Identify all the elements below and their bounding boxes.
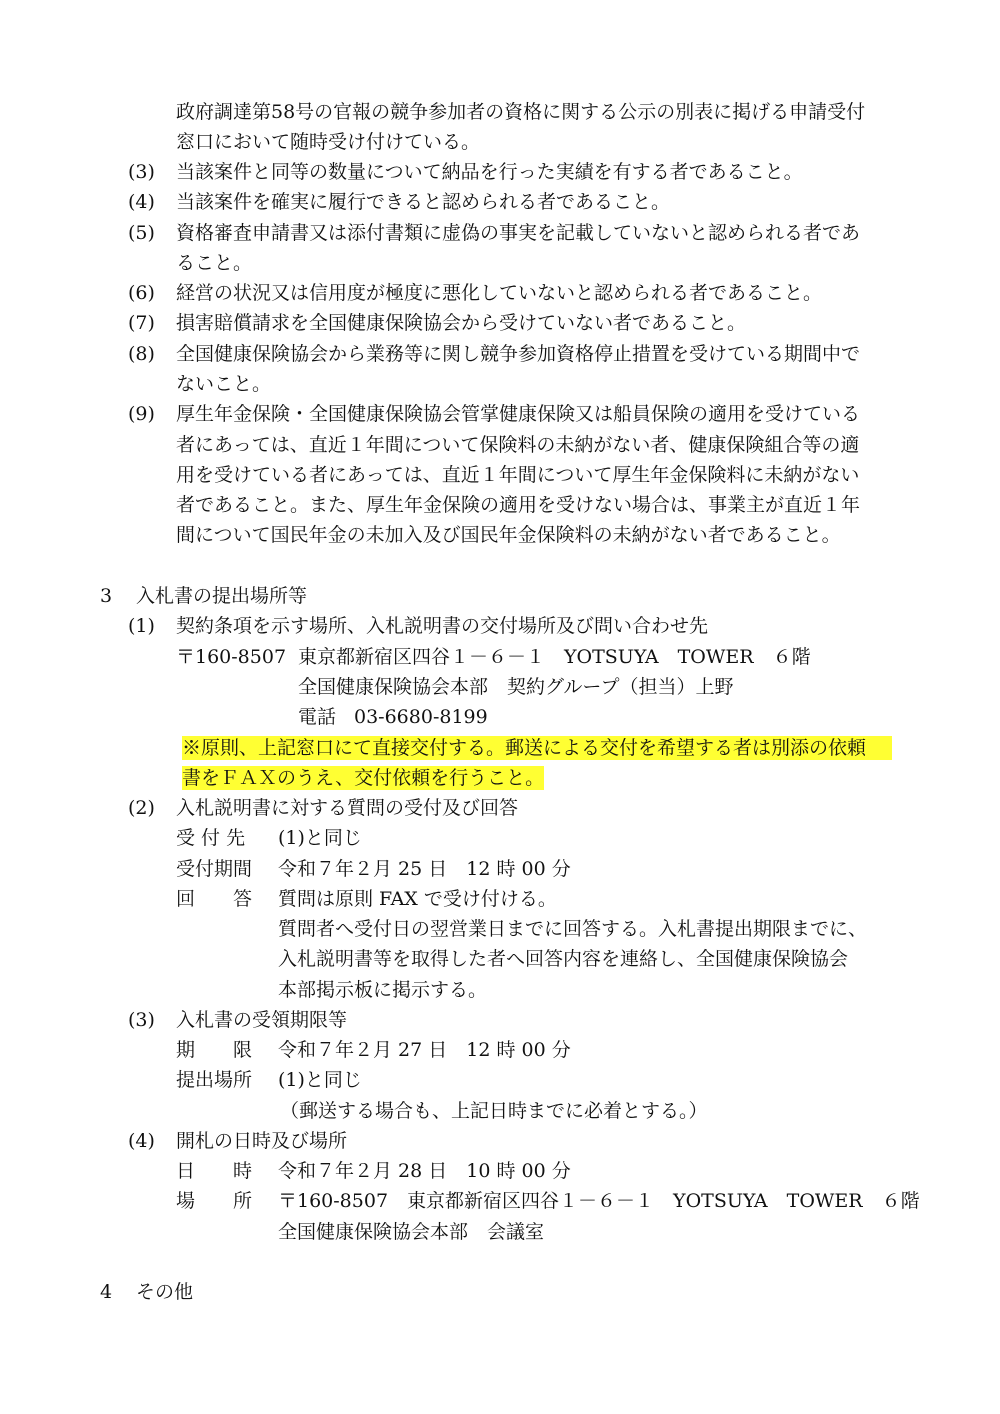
qualification-continuation-line: 政府調達第58号の官報の競争参加者の資格に関する公示の別表に掲げる申請受付 xyxy=(176,101,866,123)
section-title: 入札書の提出場所等 xyxy=(136,585,308,607)
section-number: 3 xyxy=(100,585,113,607)
qualification-continuation-line: 窓口において随時受け付けている。 xyxy=(176,131,481,153)
item-text: ること。 xyxy=(176,252,253,274)
item-number: (7) xyxy=(128,312,155,334)
item-text: 当該案件を確実に履行できると認められる者であること。 xyxy=(176,191,671,213)
item-text: 者にあっては、直近１年間について保険料の未納がない者、健康保険組合等の適 xyxy=(176,434,860,456)
highlighted-notice: ※原則、上記窓口にて直接交付する。郵送による交付を希望する者は別添の依頼 xyxy=(182,736,892,760)
section-number: 4 xyxy=(100,1281,113,1303)
item-text: 厚生年金保険・全国健康保険協会管掌健康保険又は船員保険の適用を受けている xyxy=(176,403,861,425)
item-text: 資格審査申請書又は添付書類に虚偽の事実を記載していないと認められる者であ xyxy=(176,222,861,244)
item-number: (6) xyxy=(128,282,155,304)
phone-label: 電話 xyxy=(298,706,337,728)
item-text: ないこと。 xyxy=(176,373,272,395)
field-label: 提出場所 xyxy=(176,1069,253,1091)
field-value: 令和７年２月 25 日 12 時 00 分 xyxy=(278,858,571,880)
field-value: 令和７年２月 27 日 12 時 00 分 xyxy=(278,1039,571,1061)
item-text: 全国健康保険協会から業務等に関し競争参加資格停止措置を受けている期間中で xyxy=(176,343,861,365)
field-value: 入札説明書等を取得した者へ回答内容を連絡し、全国健康保険協会 xyxy=(278,948,849,970)
item-number: (2) xyxy=(128,797,155,819)
item-text: 間について国民年金の未加入及び国民年金保険料の未納がない者であること。 xyxy=(176,524,841,546)
field-value: 〒160-8507 東京都新宿区四谷１－６－１ YOTSUYA TOWER ６階 xyxy=(278,1190,920,1212)
highlighted-notice: 書をＦＡＸのうえ、交付依頼を行うこと。 xyxy=(182,767,545,789)
address: 東京都新宿区四谷１－６－１ YOTSUYA TOWER ６階 xyxy=(298,646,811,668)
field-value: 本部掲示板に掲示する。 xyxy=(278,979,488,1001)
item-text: 当該案件と同等の数量について納品を行った実績を有する者であること。 xyxy=(176,161,803,183)
item-title: 入札説明書に対する質問の受付及び回答 xyxy=(176,797,519,819)
field-label: 受付期間 xyxy=(176,858,253,880)
field-value: 質問は原則 FAX で受け付ける。 xyxy=(278,888,557,910)
item-text: 用を受けている者にあっては、直近１年間について厚生年金保険料に未納がない xyxy=(176,464,860,486)
field-label: 回 答 xyxy=(176,888,253,910)
item-title: 入札書の受領期限等 xyxy=(176,1009,348,1031)
item-title: 契約条項を示す場所、入札説明書の交付場所及び問い合わせ先 xyxy=(176,615,709,637)
item-number: (3) xyxy=(128,1009,155,1031)
item-number: (4) xyxy=(128,1130,155,1152)
item-number: (9) xyxy=(128,403,155,425)
item-text: 損害賠償請求を全国健康保険協会から受けていない者であること。 xyxy=(176,312,747,334)
item-text: 経営の状況又は信用度が極度に悪化していないと認められる者であること。 xyxy=(176,282,823,304)
organization: 全国健康保険協会本部 契約グループ（担当）上野 xyxy=(298,676,734,698)
field-value: (1)と同じ xyxy=(278,827,362,849)
item-title: 開札の日時及び場所 xyxy=(176,1130,348,1152)
field-label: 受 付 先 xyxy=(176,827,246,849)
item-number: (3) xyxy=(128,161,155,183)
field-value: 質問者へ受付日の翌営業日までに回答する。入札書提出期限までに、 xyxy=(278,918,868,940)
field-value: 全国健康保険協会本部 会議室 xyxy=(278,1221,545,1243)
item-number: (8) xyxy=(128,343,155,365)
item-number: (5) xyxy=(128,222,155,244)
field-value: (1)と同じ xyxy=(278,1069,362,1091)
field-value: 令和７年２月 28 日 10 時 00 分 xyxy=(278,1160,571,1182)
phone-number: 03-6680-8199 xyxy=(354,706,488,728)
item-number: (4) xyxy=(128,191,155,213)
postal-code: 〒160-8507 xyxy=(176,646,287,668)
item-number: (1) xyxy=(128,615,155,637)
field-label: 日 時 xyxy=(176,1160,253,1182)
field-label: 場 所 xyxy=(176,1190,253,1212)
field-label: 期 限 xyxy=(176,1039,253,1061)
mail-note: （郵送する場合も、上記日時までに必着とする。） xyxy=(280,1100,708,1122)
section-title: その他 xyxy=(136,1281,194,1303)
item-text: 者であること。また、厚生年金保険の適用を受けない場合は、事業主が直近１年 xyxy=(176,494,861,516)
